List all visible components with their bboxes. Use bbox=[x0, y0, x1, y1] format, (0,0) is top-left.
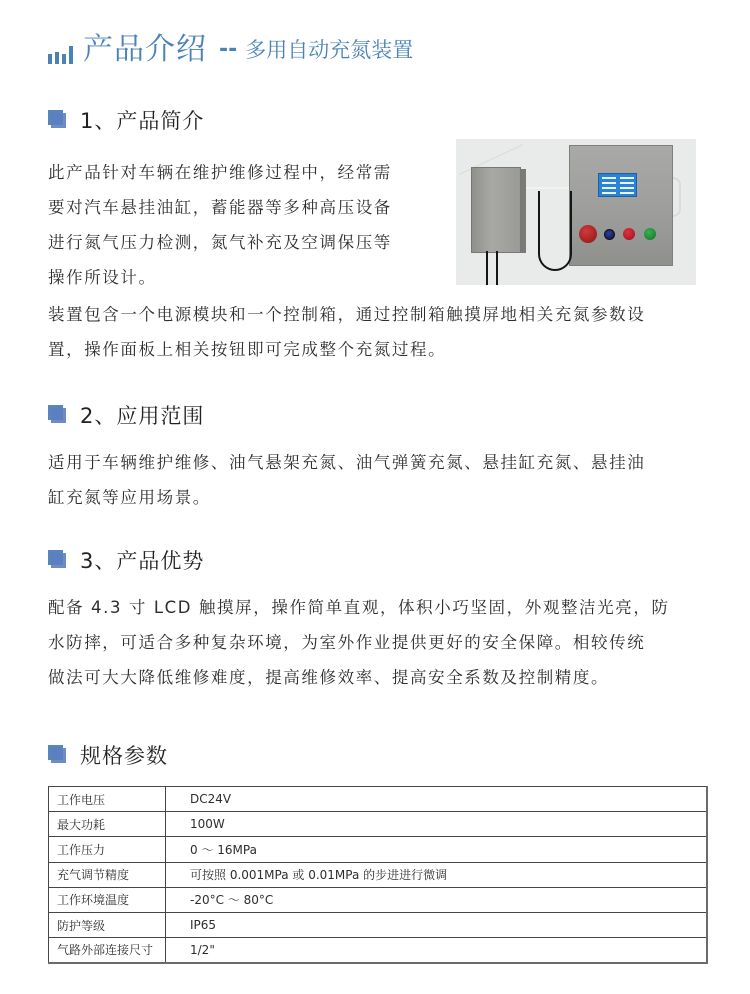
spec-label: 工作压力 bbox=[49, 837, 166, 862]
green-button-icon bbox=[644, 228, 656, 240]
text-line: 缸充氮等应用场景。 bbox=[48, 488, 211, 507]
table-row bbox=[49, 837, 708, 862]
text-line: 配备 4.3 寸 LCD 触摸屏，操作简单直观，体积小巧坚固，外观整洁光亮，防 bbox=[48, 598, 670, 617]
section-heading-scope bbox=[48, 400, 204, 430]
text-line: 适用于车辆维护维修、油气悬架充氮、油气弹簧充氮、悬挂缸充氮、悬挂油 bbox=[48, 453, 646, 472]
spec-label: 充气调节精度 bbox=[49, 862, 166, 887]
control-box-image bbox=[569, 145, 673, 266]
square-bullet-icon bbox=[48, 405, 68, 425]
table-row bbox=[49, 938, 708, 963]
page-header bbox=[48, 30, 413, 70]
table-row bbox=[49, 812, 708, 837]
square-bullet-icon bbox=[48, 110, 68, 130]
section-heading-specs bbox=[48, 740, 168, 770]
spec-value: 1/2" bbox=[166, 938, 708, 963]
blue-button-icon bbox=[604, 229, 615, 240]
spec-value: 0 ～ 16MPa bbox=[166, 837, 708, 862]
power-module-image bbox=[471, 167, 521, 253]
text-line: 做法可大大降低维修难度，提高维修效率、提高安全系数及控制精度。 bbox=[48, 668, 610, 687]
section-heading-label: 1、产品简介 bbox=[80, 109, 205, 133]
text-line: 此产品针对车辆在维护维修过程中，经常需 bbox=[48, 163, 392, 182]
table-row bbox=[49, 787, 708, 812]
signal-bars-icon bbox=[48, 42, 73, 70]
lcd-screen-icon bbox=[598, 173, 637, 197]
text-line: 要对汽车悬挂油缸，蓄能器等多种高压设备 bbox=[48, 198, 392, 217]
text-line: 进行氮气压力检测，氮气补充及空调保压等 bbox=[48, 233, 392, 252]
spec-value: -20°C ～ 80°C bbox=[166, 887, 708, 912]
square-bullet-icon bbox=[48, 550, 68, 570]
intro-paragraph-2 bbox=[48, 297, 718, 367]
spec-value: DC24V bbox=[166, 787, 708, 812]
square-bullet-icon bbox=[48, 745, 68, 765]
spec-value: 100W bbox=[166, 812, 708, 837]
text-line: 装置包含一个电源模块和一个控制箱，通过控制箱触摸屏地相关充氮参数设 bbox=[48, 305, 646, 324]
section-heading-label: 3、产品优势 bbox=[80, 549, 205, 573]
spec-label: 工作环境温度 bbox=[49, 887, 166, 912]
spec-label: 防护等级 bbox=[49, 912, 166, 937]
scope-paragraph bbox=[48, 445, 718, 515]
section-heading-intro bbox=[48, 105, 204, 135]
spec-value: 可按照 0.001MPa 或 0.01MPa 的步进进行微调 bbox=[166, 862, 708, 887]
text-line: 操作所设计。 bbox=[48, 268, 157, 287]
spec-label: 气路外部连接尺寸 bbox=[49, 938, 166, 963]
intro-paragraph bbox=[48, 155, 448, 295]
page-subtitle: 多用自动充氮装置 bbox=[245, 38, 414, 62]
table-row bbox=[49, 862, 708, 887]
text-line: 水防摔，可适合多种复杂环境，为室外作业提供更好的安全保障。相较传统 bbox=[48, 633, 646, 652]
title-separator: -- bbox=[219, 37, 238, 62]
text-line: 置，操作面板上相关按钮即可完成整个充氮过程。 bbox=[48, 340, 447, 359]
product-photo bbox=[456, 139, 696, 285]
spec-label: 最大功耗 bbox=[49, 812, 166, 837]
page-title: 产品介绍 bbox=[83, 32, 207, 67]
table-row bbox=[49, 912, 708, 937]
advantages-paragraph bbox=[48, 590, 718, 695]
section-heading-advantages bbox=[48, 545, 204, 575]
section-heading-label: 2、应用范围 bbox=[80, 404, 205, 428]
emergency-stop-icon bbox=[579, 225, 597, 243]
spec-value: IP65 bbox=[166, 912, 708, 937]
spec-table bbox=[48, 786, 708, 964]
table-row bbox=[49, 887, 708, 912]
red-button-icon bbox=[623, 228, 635, 240]
spec-label: 工作电压 bbox=[49, 787, 166, 812]
section-heading-label: 规格参数 bbox=[80, 744, 168, 768]
